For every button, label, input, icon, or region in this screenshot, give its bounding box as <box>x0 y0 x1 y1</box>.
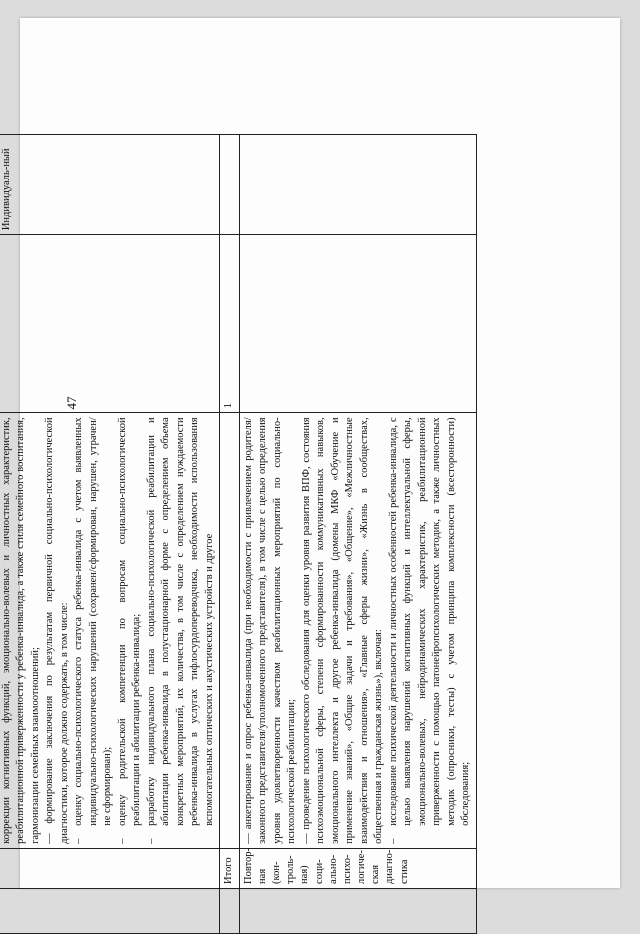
stage-line: ская <box>370 864 382 884</box>
table-row-continuation <box>0 135 220 934</box>
bullet-item <box>145 417 217 844</box>
table-row-total <box>220 135 239 934</box>
cell-content <box>239 413 476 849</box>
total-value: 1 <box>220 235 239 413</box>
stage-label <box>239 848 476 888</box>
stage-line: ная <box>256 868 268 884</box>
stage-line: логиче- <box>356 850 368 884</box>
stage-line: ная) <box>299 865 311 884</box>
cell-empty <box>220 135 239 235</box>
cell-stage <box>0 848 220 888</box>
cell-margin <box>239 888 476 933</box>
dash-marker: – <box>116 838 128 844</box>
cell-margin <box>220 888 239 933</box>
bullet-item <box>116 417 145 844</box>
stage-line: ально- <box>327 854 339 884</box>
dash-marker: – <box>145 838 157 844</box>
bullet-text: исследование психической деятельности и личностных особенностей ребенка-инвалида, с целью выявления нарушений когнитивных функций и интеллектуальной сферы, эмоционально-волевых, нейродинамических характеристик, реабилитационной приверженности с помощью патонейропсихологических методик, а также личностных методик (опросники, тесты) с учетом принципа комплексности (всесторонности) обследования; <box>387 417 472 826</box>
content-line: — анкетирование и опрос ребенка-инвалида (при необходимости с привлечением родителя/законного представителя/уполномоченного представителя), в том числе с целью определения уровня удовлетворенности качеством реабилитационных мероприятий по социально-психологической реабилитации; <box>242 417 298 844</box>
bullet-text: оценку социально-психологического статуса ребенка-инвалида с учетом выявленных индивидуально-психологических нарушений (сохранен/сформирован, нарушен, утрачен/не сформирован); <box>73 417 114 826</box>
content-line: — проведение психологического обследования для оценки уровня развития ВПФ, состояния психоэмоциональной сферы, степени сформированности коммуникативных навыков, эмоционального интеллекта и другое ребенка-инвалида (домены МКФ «Обучение и применение знаний», «Общие задачи и требования», «Общение», «Межличностные взаимодействия и отношения», «Главные сферы жизни», «Жизнь в сообществах, общественная и гражданская жизнь»), включая: <box>300 417 385 844</box>
cell-quantity <box>0 235 220 413</box>
cell-quantity <box>239 235 476 413</box>
table-row-repeat <box>239 135 476 934</box>
stage-line: психо- <box>341 854 353 884</box>
dash-marker: – <box>73 838 85 844</box>
stage-line: троль- <box>285 855 297 884</box>
cell-empty <box>220 413 239 849</box>
bullet-text: оценку родительской компетенции по вопросам социально-психологической реабилитации и абилитации ребенка-инвалида; <box>116 417 143 826</box>
content-line: — формирование заключения по результатам первичной социально-психологической диагностики, которое должно содержать, в том числе: <box>44 417 70 844</box>
bullet-item <box>387 417 474 844</box>
stage-line: Повтор- <box>242 847 254 884</box>
stage-line: (кон- <box>271 861 283 884</box>
stage-line: диагно- <box>384 849 396 884</box>
cell-form <box>239 135 476 235</box>
cell-margin <box>0 888 220 933</box>
total-label: Итого <box>220 848 239 888</box>
bullet-item <box>72 417 115 844</box>
cell-form: Индивидуаль-ный <box>0 135 220 235</box>
rotated-table-frame <box>0 134 472 934</box>
document-page <box>1 18 620 888</box>
content-line: коррекции когнитивных функций, эмоционально-волевых и личностных характеристик, реабилитационной приверженности у ребенка-инвалида, а также стиля семейного воспитания, гармонизации семейных взаимоотношений; <box>1 417 41 844</box>
cell-content <box>0 413 220 849</box>
bullet-text: разработку индивидуального плана социально-психологической реабилитации и абилитации ребенка-инвалида в полустационарной форме с определением объема конкретных мероприятий, их количества, в том числе с определением нуждаемости ребенка-инвалида в услугах тифлосурдопереводчика, необходимости использования вспомогательных оптических и акустических устройств и другое <box>145 417 215 826</box>
services-table <box>0 134 477 934</box>
stage-line: соци- <box>313 859 325 884</box>
dash-marker: – <box>387 838 399 844</box>
stage-line: стика <box>398 859 410 884</box>
page-number: 47 <box>64 396 79 410</box>
